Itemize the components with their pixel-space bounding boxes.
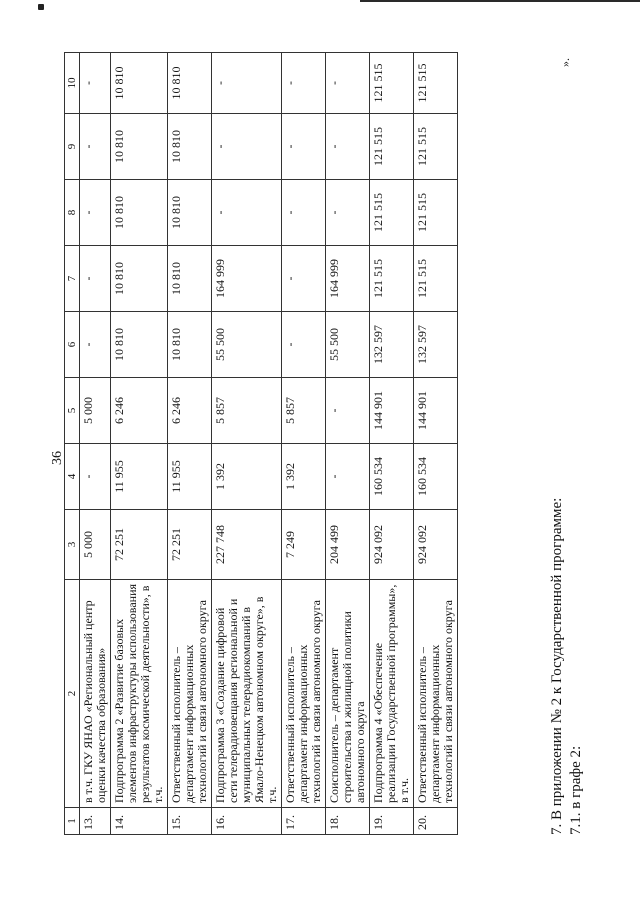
row-description: Ответственный исполнитель – департамент информационных технологий и связи автономного округа xyxy=(282,580,326,808)
row-value: - xyxy=(282,180,326,246)
row-value: - xyxy=(326,444,370,510)
row-value: 164 999 xyxy=(326,246,370,312)
row-number: 14. xyxy=(111,808,168,835)
table-row xyxy=(282,53,326,835)
row-number: 16. xyxy=(212,808,282,835)
row-value: 10 810 xyxy=(168,246,212,312)
row-value: 204 499 xyxy=(326,510,370,580)
row-value: 164 999 xyxy=(212,246,282,312)
row-number: 18. xyxy=(326,808,370,835)
table-row xyxy=(370,53,414,835)
row-value: 10 810 xyxy=(168,53,212,114)
row-value: - xyxy=(80,114,111,180)
row-value: 6 246 xyxy=(168,378,212,444)
row-value: 132 597 xyxy=(414,312,458,378)
row-value: 10 810 xyxy=(168,312,212,378)
row-value: - xyxy=(212,114,282,180)
column-number: 2 xyxy=(65,580,80,808)
row-value: 6 246 xyxy=(111,378,168,444)
row-value: - xyxy=(282,246,326,312)
row-value: 144 901 xyxy=(370,378,414,444)
row-value: 10 810 xyxy=(168,180,212,246)
row-value: 72 251 xyxy=(168,510,212,580)
end-quote-mark: ». xyxy=(558,58,572,67)
column-number: 6 xyxy=(65,312,80,378)
row-value: 144 901 xyxy=(414,378,458,444)
table-row xyxy=(414,53,458,835)
column-number: 4 xyxy=(65,444,80,510)
table-body xyxy=(65,53,458,835)
row-value: 121 515 xyxy=(370,114,414,180)
row-value: 5 000 xyxy=(80,378,111,444)
column-number: 9 xyxy=(65,114,80,180)
row-value: - xyxy=(80,312,111,378)
table-row xyxy=(212,53,282,835)
row-value: 1 392 xyxy=(282,444,326,510)
table-row xyxy=(80,53,111,835)
row-number: 20. xyxy=(414,808,458,835)
row-value: - xyxy=(282,312,326,378)
row-value: - xyxy=(326,53,370,114)
row-value: 7 249 xyxy=(282,510,326,580)
column-number-row xyxy=(65,53,80,835)
row-value: 121 515 xyxy=(414,246,458,312)
row-value: 55 500 xyxy=(212,312,282,378)
table-row xyxy=(111,53,168,835)
row-value: - xyxy=(326,114,370,180)
row-value: 10 810 xyxy=(111,180,168,246)
row-description: Соисполнитель – департамент строительства и жилищной политики автономного округа xyxy=(326,580,370,808)
row-value: 924 092 xyxy=(414,510,458,580)
row-value: 227 748 xyxy=(212,510,282,580)
table-row xyxy=(168,53,212,835)
row-value: - xyxy=(282,53,326,114)
row-description: Подпрограмма 4 «Обеспечение реализации Государственной программы», в т.ч. xyxy=(370,580,414,808)
footer-line-2: 7.1. в графе 2: xyxy=(568,745,584,835)
row-value: 121 515 xyxy=(414,180,458,246)
row-value: 10 810 xyxy=(111,312,168,378)
column-number: 10 xyxy=(65,53,80,114)
row-number: 17. xyxy=(282,808,326,835)
row-value: 132 597 xyxy=(370,312,414,378)
column-number: 7 xyxy=(65,246,80,312)
column-number: 5 xyxy=(65,378,80,444)
footer-text xyxy=(548,498,586,835)
row-value: - xyxy=(212,180,282,246)
row-value: 1 392 xyxy=(212,444,282,510)
row-value: 5 857 xyxy=(282,378,326,444)
column-number: 8 xyxy=(65,180,80,246)
row-value: 160 534 xyxy=(414,444,458,510)
row-value: 121 515 xyxy=(370,53,414,114)
row-value: 5 000 xyxy=(80,510,111,580)
row-value: 55 500 xyxy=(326,312,370,378)
row-value: 10 810 xyxy=(111,246,168,312)
column-number: 3 xyxy=(65,510,80,580)
row-value: 10 810 xyxy=(111,114,168,180)
row-value: 160 534 xyxy=(370,444,414,510)
row-description: Подпрограмма 3 «Создание цифровой сети телерадиовещания региональной и муниципальных телерадиокомпаний в Ямало-Ненецком автономном округе», в т.ч. xyxy=(212,580,282,808)
row-value: - xyxy=(80,180,111,246)
page-number: 36 xyxy=(50,451,65,465)
row-value: - xyxy=(80,53,111,114)
row-value: 10 810 xyxy=(111,53,168,114)
row-number: 13. xyxy=(80,808,111,835)
table-row xyxy=(326,53,370,835)
row-value: - xyxy=(326,180,370,246)
row-value: 121 515 xyxy=(370,180,414,246)
row-value: 924 092 xyxy=(370,510,414,580)
row-value: 121 515 xyxy=(414,114,458,180)
row-value: - xyxy=(80,246,111,312)
budget-table xyxy=(64,52,458,835)
row-description: Подпрограмма 2 «Развитие базовых элементов инфраструктуры использования результатов космической деятельности», в т.ч. xyxy=(111,580,168,808)
row-value: - xyxy=(326,378,370,444)
row-value: 121 515 xyxy=(370,246,414,312)
row-value: 121 515 xyxy=(414,53,458,114)
column-number: 1 xyxy=(65,808,80,835)
row-value: 10 810 xyxy=(168,114,212,180)
row-value: 5 857 xyxy=(212,378,282,444)
row-value: - xyxy=(282,114,326,180)
row-description: в т.ч. ГКУ ЯНАО «Региональный центр оценки качества образования» xyxy=(80,580,111,808)
row-value: - xyxy=(80,444,111,510)
row-value: 72 251 xyxy=(111,510,168,580)
row-value: 11 955 xyxy=(111,444,168,510)
footer-line-1: 7. В приложении № 2 к Государственной программе: xyxy=(549,497,565,835)
row-value: 11 955 xyxy=(168,444,212,510)
row-description: Ответственный исполнитель – департамент информационных технологий и связи автономного округа xyxy=(168,580,212,808)
row-number: 19. xyxy=(370,808,414,835)
row-description: Ответственный исполнитель – департамент информационных технологий и связи автономного округа xyxy=(414,580,458,808)
row-value: - xyxy=(212,53,282,114)
row-number: 15. xyxy=(168,808,212,835)
